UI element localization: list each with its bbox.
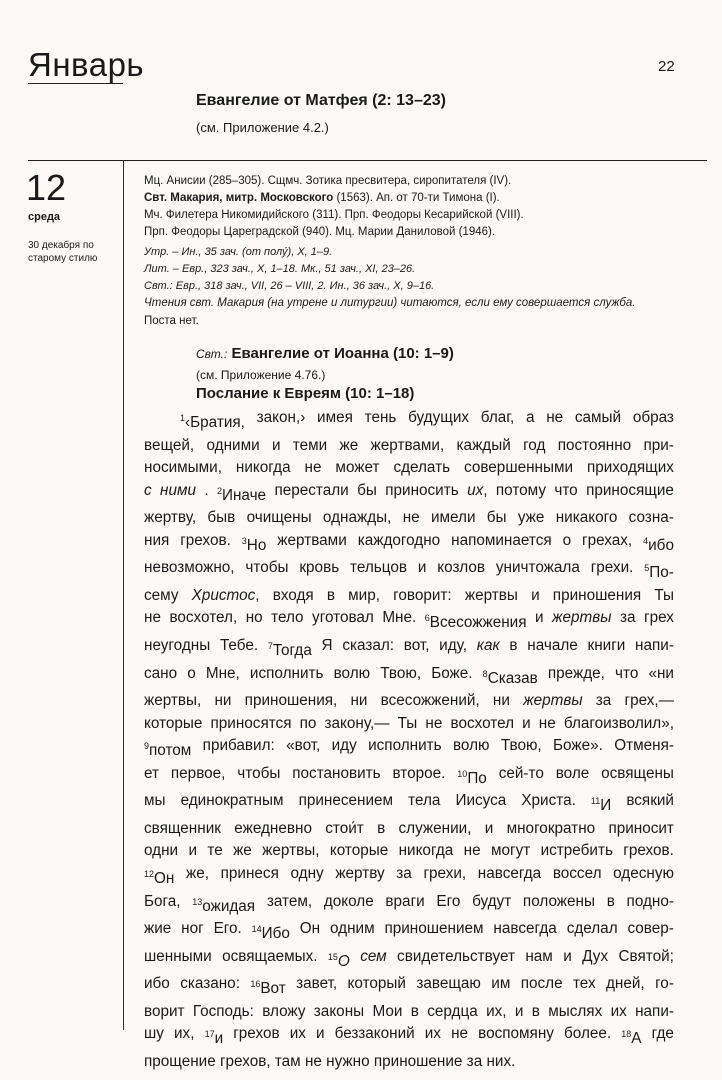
scripture-line: шу их, $^{17}$и грехов их и беззаконий их не воспомяну более. $^{18}$А где [144, 1025, 674, 1048]
scripture-line: которые приносятся по закону,— Ты не восхотел и не благоизволил», [144, 714, 674, 732]
scripture-line: $^1$‹Братия, закон,› имея тень будущих благ, а не самый образ [180, 409, 674, 432]
reading-line: Свт.: Евр., 318 зач., VII, 26 – VIII, 2. Ин., 36 зач., X, 9–16. [144, 280, 435, 292]
scripture-line: ет первое, чтобы постановить второе. $^{10}$По сей-то воле освящены [144, 764, 674, 787]
gospel-ref: (см. Приложение 4.76.) [196, 368, 326, 382]
scripture-line: сано о Мне, исполнить волю Твою, Боже. $^8$Сказав прежде, что «ни [144, 664, 674, 687]
scripture-line: невозможно, чтобы кровь тельцов и козлов уничтожала грехи. $^5$По- [144, 559, 674, 582]
gospel-heading [196, 345, 454, 362]
scripture-line: $^{12}$Он же, принеся одну жертву за грехи, навсегда воссел одесную [144, 864, 674, 888]
scripture-line: вещей, одними и теми же жертвами, каждый год постоянно при- [144, 436, 674, 454]
prev-reading-ref: (см. Приложение 4.2.) [196, 120, 329, 135]
header-rule-left [28, 83, 123, 84]
day-number: 12 [26, 167, 67, 208]
scripture-line: носимыми, никогда не может сделать совершенными приходящих [144, 459, 674, 477]
fast-note: Поста нет. [144, 315, 199, 327]
reading-line: Лит. – Евр., 323 зач., X, 1–18. Мк., 51 зач., XI, 23–26. [144, 263, 416, 275]
scripture-line: жертву, быв очищены однажды, не имели бы уже никакого созна- [144, 509, 674, 527]
scripture-line: прощение грехов, там не нужно приношение за них. [144, 1053, 516, 1070]
scripture-line: одни и те же жертвы, которые никогда не могут истребить грехов. [144, 842, 674, 860]
saint-line: Мч. Филетера Никомидийского (311). Прп. Феодоры Кесарийской (VIII). [144, 209, 524, 221]
scripture-line: ния грехов. $^3$Но жертвами каждогодно напоминается о грехах, $^4$ибо [144, 531, 674, 554]
scripture-line: ибо сказано: $^{16}$Вот завет, который завещаю им после тех дней, го- [144, 975, 674, 998]
scripture-line: $^9$потом прибавил: «вот, иду исполнить волю Твою, Боже». Отменя- [144, 737, 674, 760]
scripture-line: с ними . $^2$Иначе перестали бы приносить их, потому что приносящие [144, 481, 674, 504]
epistle-title: Послание к Евреям (10: 1–18) [196, 385, 415, 402]
reading-line: Утр. – Ин., 35 зач. (от полу́), X, 1–9. [144, 246, 333, 258]
scripture-line: неугодны Тебе. $^7$Тогда Я сказал: вот, иду, как в начале книги напи- [144, 636, 674, 660]
prev-reading-title: Евангелие от Матфея (2: 13–23) [196, 92, 446, 109]
scripture-line: мы единократным принесением тела Иисуса Христа. $^{11}$И всякий [144, 792, 674, 815]
weekday: среда [28, 211, 61, 223]
service-note: Чтения свт. Макария (на утрене и литургии) читаются, если ему совершается служба. [144, 297, 636, 309]
scripture-line: шенными освящаемых. $^{15}$О сем свидетельствует нам и Дух Святой; [144, 947, 674, 970]
gospel-title: Евангелие от Иоанна (10: 1–9) [231, 345, 454, 362]
saint-highlight: Свт. Макария, митр. Московского [144, 192, 334, 204]
readings-list [144, 244, 704, 295]
saints-list [144, 173, 704, 241]
scripture-line: жертвы, ни приношения, ни всесожжений, ни жертвы за грех,— [144, 692, 674, 710]
saint-line-rest: (1563). Ап. от 70-ти Тимона (I). [333, 192, 500, 204]
scripture-line: ворит Господь: вложу законы Мои в сердца их, и в мыслях их напи- [144, 1002, 674, 1020]
saint-line: Мц. Анисии (285–305). Сщмч. Зотика пресвитера, сиропитателя (IV). [144, 175, 512, 187]
day-rule-right [123, 160, 707, 161]
scripture-line: священник ежедневно стои́т в служении, и многократно приносит [144, 819, 674, 837]
day-rule-left [28, 160, 123, 161]
scripture-text [144, 407, 674, 1074]
scripture-line: жие ног Его. $^{14}$Ибо Он одним приношением навсегда сделал совер- [144, 920, 674, 943]
scripture-line: не восхотел, но тело уготовал Мне. $^6$Всесожжения и жертвы за грех [144, 609, 674, 632]
scripture-line: сему Христос, входя в мир, говорит: жертвы и приношения Ты [144, 586, 674, 604]
month-title: Январь [28, 46, 145, 83]
gospel-prefix: Свт.: [196, 347, 228, 361]
old-style-date: 30 декабря по старому стилю [28, 240, 98, 264]
page-number: 22 [658, 58, 675, 75]
saint-line [144, 190, 704, 207]
scripture-line: Бога, $^{13}$ожидая затем, доколе враги Его будут положены в подно- [144, 892, 674, 915]
column-divider [123, 160, 124, 1030]
saint-line: Прп. Феодоры Цареградской (940). Мц. Марии Даниловой (1946). [144, 226, 496, 238]
